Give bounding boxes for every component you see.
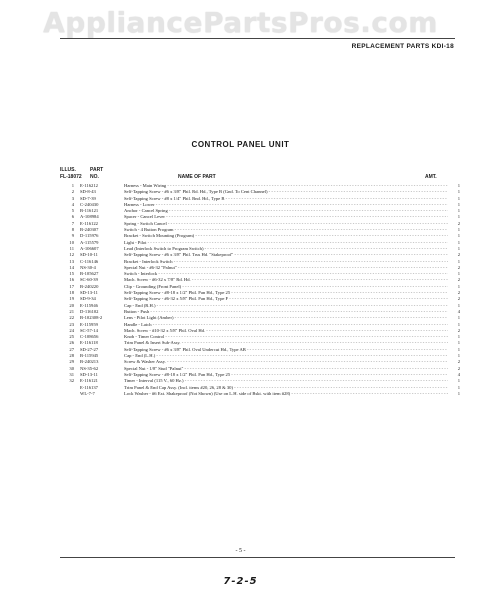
part-name: Button - Push - - - — [124, 309, 448, 315]
part-name: Self-Tapping Screw - #6 x 3/8" Phil. Rd. Hd., Type B (Gnd. To Cent Channel) - - - — [124, 189, 448, 195]
part-number: A-108984 — [80, 214, 99, 220]
part-number: C-240430 — [80, 201, 99, 207]
part-name: Trim Panel & End Cap Assy. (Incl. items #20, 26, 28 & 30) - - - — [124, 385, 448, 391]
part-amount: 1 — [457, 245, 460, 251]
part-amount: 1 — [457, 208, 460, 214]
part-name: Screw & Washer Assy. - - - — [124, 359, 448, 365]
illus-number: 25 — [69, 334, 74, 340]
col-part-line2: NO. — [90, 174, 99, 180]
illus-number: 11 — [69, 245, 74, 251]
col-part-line1: PART — [90, 167, 104, 173]
part-number: E-116121 — [80, 378, 98, 384]
part-name: Self-Tapping Screw - #6 x 3/8" Phil. Oval Undercut Hd., Type AB - - - — [124, 347, 448, 353]
part-amount: 1 — [457, 384, 460, 390]
part-number: C-116146 — [80, 258, 99, 264]
part-amount: 1 — [457, 302, 460, 308]
illus-number: 10 — [69, 239, 74, 245]
illus-number: 30 — [69, 365, 74, 371]
illus-number: 31 — [69, 371, 74, 377]
part-amount: 1 — [457, 353, 460, 359]
illus-number: 20 — [69, 302, 74, 308]
illus-number: 6 — [71, 214, 74, 220]
part-amount: 2 — [457, 359, 460, 365]
part-number: A-106607 — [80, 245, 99, 251]
part-number: A-115579 — [80, 239, 99, 245]
col-name-of-part: NAME OF PART — [178, 174, 216, 180]
part-name: Special Nut - #6-32 "Palnut" - - - — [124, 265, 448, 271]
part-number: SC-60-39 — [80, 277, 98, 283]
part-number: E-116212 — [80, 183, 98, 188]
part-amount: 4 — [457, 371, 460, 377]
part-amount: 1 — [457, 283, 460, 289]
illus-number: 17 — [69, 283, 74, 289]
table-row — [60, 391, 460, 397]
part-name: Self-Tapping Screw - #8-18 x 1/2" Phil. Pan Hd., Type 25 - - - — [124, 372, 448, 378]
part-name: Spring - Switch Cancel - - - — [124, 221, 448, 227]
part-amount: 2 — [457, 252, 460, 258]
part-number: SD-13-11 — [80, 371, 98, 377]
col-illus-line2: FL-18072 — [60, 174, 82, 180]
part-name: Handle - Latch - - - — [124, 322, 448, 328]
part-amount: 1 — [457, 334, 460, 340]
parts-table — [60, 183, 460, 397]
part-number: SD-9-34 — [80, 296, 96, 302]
part-name: Self-Tapping Screw - #6-32 x 5/8" Phil. Pan Hd., Type F - - - — [124, 296, 448, 302]
illus-number: 1 — [71, 183, 74, 188]
part-name: Knob - Timer Control - - - — [124, 334, 448, 340]
illus-number: 26 — [69, 340, 74, 346]
illus-number: 4 — [71, 201, 74, 207]
part-number: SD-7-39 — [80, 195, 96, 201]
page-header-title: REPLACEMENT PARTS KDI-18 — [351, 43, 454, 50]
illus-number: 5 — [71, 208, 74, 214]
illus-number: 27 — [69, 346, 74, 352]
part-amount: 2 — [457, 264, 460, 270]
part-name: Lock Washer - #6 Ext. Shakeproof (Not Shown) (Use on L.H. side of Bskt. with item #28) - - - — [124, 391, 448, 397]
part-number: B-105627 — [80, 271, 99, 277]
part-amount: 1 — [457, 321, 460, 327]
part-name: Self-Tapping Screw - #6 x 3/8" Phil. Trus Hd. "Stakeproof" - - - — [124, 252, 448, 258]
part-amount: 1 — [457, 195, 460, 201]
part-number: B-116121 — [80, 208, 99, 214]
illus-number: 29 — [69, 359, 74, 365]
illus-number: 14 — [69, 264, 74, 270]
part-number: B-102308-2 — [80, 315, 103, 321]
illus-number: 21 — [69, 308, 74, 314]
col-illus-line1: ILLUS. — [60, 167, 76, 173]
part-number: SC-57-14 — [80, 327, 98, 333]
part-name: Mach. Screw - #10-32 x 5/8" Phil. Oval Hd. - - - — [124, 328, 448, 334]
illus-number: 32 — [69, 378, 74, 384]
part-number: D-115976 — [80, 233, 99, 239]
part-name: Light - Pilot - - - — [124, 240, 448, 246]
illus-number: 8 — [71, 227, 74, 233]
part-name: Harness - Lower - - - — [124, 202, 448, 208]
part-name: Bracket - Interlock Switch - - - — [124, 259, 448, 265]
illus-number: 13 — [69, 258, 74, 264]
part-number: D-116102 — [80, 308, 99, 314]
part-number: E-115959 — [80, 321, 98, 327]
part-name: Switch - 4 Button Program - - - — [124, 227, 448, 233]
illus-number: 28 — [69, 353, 74, 359]
part-number: SD-10-11 — [80, 252, 98, 258]
part-name: Mach. Screw - #6-32 x 7/8" Rd. Hd. - - - — [124, 277, 448, 283]
part-amount: 2 — [457, 220, 460, 226]
part-amount: 1 — [457, 239, 460, 245]
part-name: Self-Tapping Screw - #8 x 1/4" Phil. Bnd. Hd., Type B - - - — [124, 196, 448, 202]
part-number: B-240307 — [80, 227, 99, 233]
part-amount: 1 — [457, 378, 460, 384]
illus-number: 23 — [69, 321, 74, 327]
part-name: Spacer - Cancel Lever - - - — [124, 214, 448, 220]
illus-number: 19 — [69, 296, 74, 302]
part-number: E-116137 — [80, 384, 98, 390]
part-name: Trim Panel & Insert Sub-Assy. - - - — [124, 340, 448, 346]
part-number: NS-35-62 — [80, 365, 99, 371]
site-watermark: AppliancePartsPros.com — [43, 6, 438, 39]
part-number: SD-8-43 — [80, 189, 96, 195]
part-name: Lens - Pilot Light (Amber) - - - — [124, 315, 448, 321]
part-name: Cap - End (R.H.) - - - — [124, 303, 448, 309]
part-number: B-115945 — [80, 353, 99, 359]
part-amount: 1 — [457, 340, 460, 346]
part-amount: 1 — [457, 271, 460, 277]
part-amount: 1 — [457, 227, 460, 233]
part-amount: 2 — [457, 277, 460, 283]
part-number: SD-27-27 — [80, 346, 99, 352]
part-amount: 2 — [457, 290, 460, 296]
illus-number: 3 — [71, 195, 74, 201]
part-number: E-116122 — [80, 220, 98, 226]
page-number: - 5 - — [235, 548, 246, 554]
part-amount: 1 — [457, 258, 460, 264]
part-number: NS-30-4 — [80, 264, 96, 270]
footer-rule — [60, 557, 455, 558]
part-number: B-240220 — [80, 283, 99, 289]
part-number: C-108656 — [80, 334, 99, 340]
part-amount: 2 — [457, 365, 460, 371]
part-amount: 1 — [457, 346, 460, 352]
handwritten-note: 7-2-5 — [223, 576, 258, 587]
part-amount: 1 — [457, 201, 460, 207]
part-amount: 1 — [457, 189, 460, 195]
part-amount: 2 — [457, 327, 460, 333]
section-title: CONTROL PANEL UNIT — [191, 140, 290, 149]
part-amount: 1 — [457, 390, 460, 396]
part-amount: 1 — [457, 315, 460, 321]
illus-number: 12 — [69, 252, 74, 258]
illus-number: 7 — [71, 220, 74, 226]
part-number: WL-7-7 — [80, 390, 95, 396]
part-amount: 1 — [457, 233, 460, 239]
part-amount: 4 — [457, 308, 460, 314]
part-number: SD-13-11 — [80, 290, 98, 296]
part-amount: 2 — [457, 296, 460, 302]
part-amount: 1 — [457, 214, 460, 220]
illus-number: 15 — [69, 271, 74, 277]
part-name: Lead (Interlock Switch to Program Switch) - - - — [124, 246, 448, 252]
col-amount: AMT. — [425, 174, 437, 180]
illus-number: 2 — [71, 189, 74, 195]
illus-number: 9 — [71, 233, 74, 239]
part-name: Timer - Interval (115 V., 60 Hz.) - - - — [124, 378, 448, 384]
part-number: B-240213 — [80, 359, 99, 365]
part-name: Harness - Main Wiring - - - — [124, 183, 448, 189]
part-number: E-115946 — [80, 302, 98, 308]
illus-number: 22 — [69, 315, 74, 321]
part-name: Special Nut - 1/8" Stud "Palnut" - - - — [124, 366, 448, 372]
part-name: Cap - End (L.H.) - - - — [124, 353, 448, 359]
part-name: Switch - Interlock - - - — [124, 271, 448, 277]
part-name: Anchor - Cancel Spring - - - — [124, 208, 448, 214]
illus-number: 16 — [69, 277, 74, 283]
part-number: E-116118 — [80, 340, 98, 346]
illus-number: 24 — [69, 327, 74, 333]
header-rule — [60, 38, 455, 39]
part-name: Bracket - Switch Mounting (Program) - - - — [124, 233, 448, 239]
part-name: Self-Tapping Screw - #8-18 x 1/2" Phil. Pan Hd., Type 25 - - - — [124, 290, 448, 296]
part-name: Clip - Grounding (Front Panel) - - - — [124, 284, 448, 290]
illus-number: 18 — [69, 290, 74, 296]
part-amount: 1 — [457, 183, 460, 188]
